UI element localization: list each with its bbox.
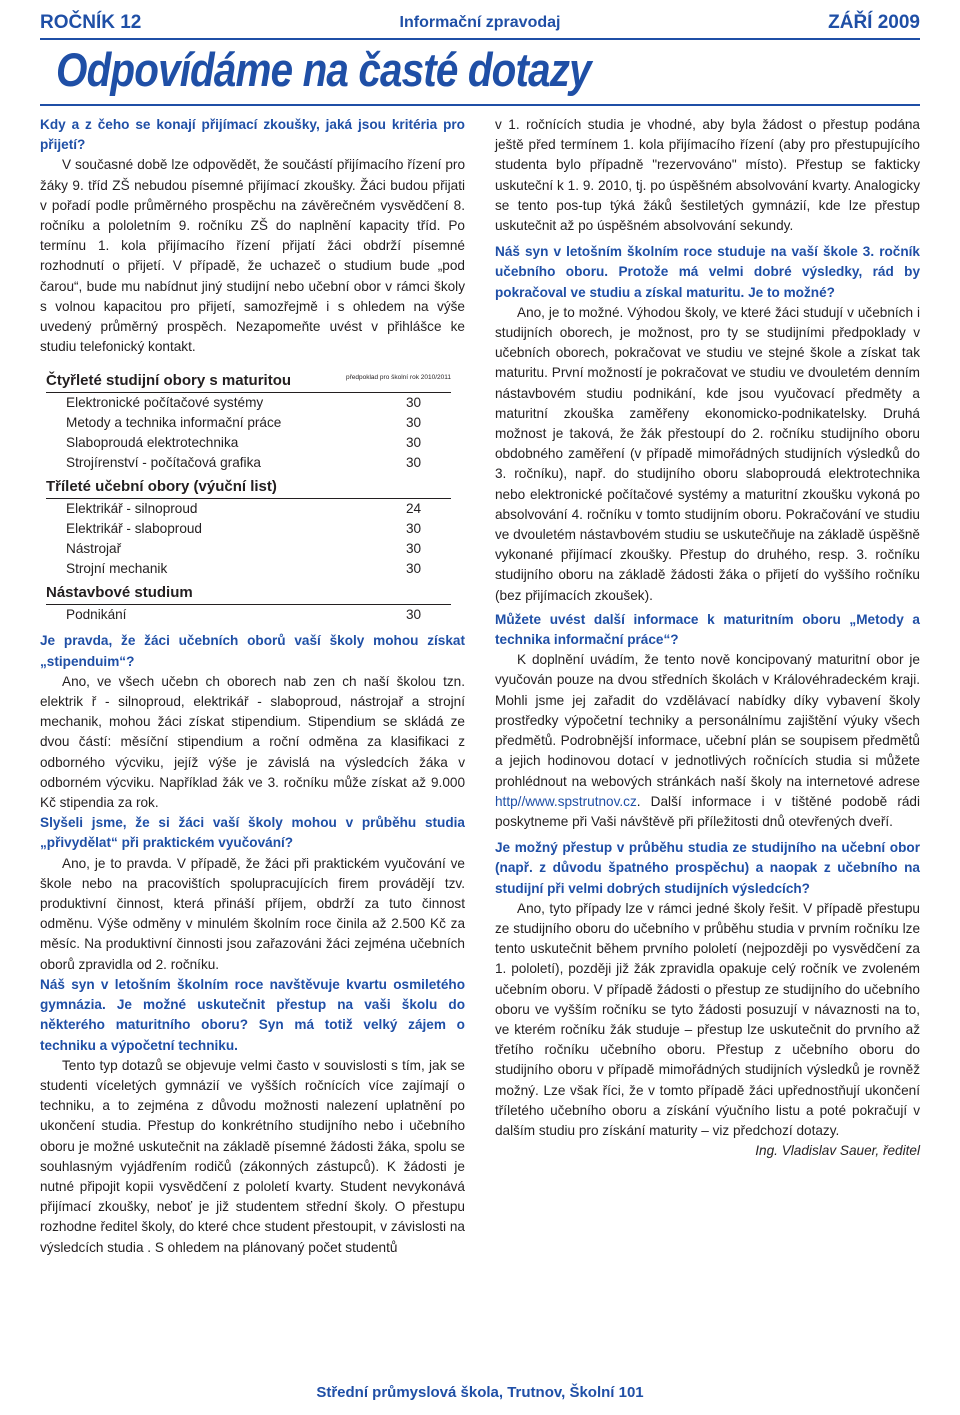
- question-info-program: Můžete uvést další informace k maturitním oboru „Metody a technika informační práce“?: [495, 611, 920, 648]
- program-name: Metody a technika informační práce: [66, 415, 282, 431]
- program-group-title-text: Nástavbové studium: [46, 584, 193, 602]
- question-maturita-vocational: Náš syn v letošním školním roce studuje na vaší škole 3. ročník učebního oboru. Protože má velmi dobré výsledky, rád by pokračoval ve studiu a získal maturitu. Je to možné?: [495, 244, 920, 300]
- program-row: [46, 539, 451, 559]
- issue-date: ZÁŘÍ 2009: [828, 12, 920, 33]
- question-stipend: Je pravda, že žáci učebních oborů vaší školy mohou získat „stipenduim“?: [40, 633, 465, 669]
- program-name: Podnikání: [66, 607, 127, 623]
- program-row: [46, 499, 451, 519]
- program-group-extension: [46, 583, 451, 625]
- left-column: [40, 115, 465, 1258]
- school-website-link[interactable]: http//www.spstrutnov.cz: [495, 793, 637, 809]
- answer-transfer-gymnasium: Tento typ dotazů se objevuje velmi často v souvislosti s tím, jak se studenti víceletých gymnázií ve vyšších ročnících více zajímají o techniku, a to zejména z důvodu možnosti nalezení uplatnění po ukončení studia. Přestup do konkrétního studijního nebo i učebního oboru je možné uskutečnit na základě písemné žádosti žáka, spolu se souhlasným vyjádřením rodičů (zákonných zástupců). K žádosti je nutné připojit kopii vysvědčení z pololetí kvarty. Student nevykonává přijímací zkoušky, neboť je již studentem střední školy. O přestupu rozhodne ředitel školy, do které chce student přestoupit, v závislosti na výsledcích studia . S ohledem na plánovaný počet studentů: [40, 1057, 465, 1255]
- right-column: [495, 115, 920, 1161]
- program-row: [46, 393, 451, 413]
- question-transfer-gymnasium: Náš syn v letošním školním roce navštěvuje kvartu osmiletého gymnázia. Je možné uskutečnit přestup na vaši školu do některého maturitního oboru? Syn má totiž velký zájem o techniku a výpočetní techniku.: [40, 976, 465, 1053]
- answer-info-text-end: . Další informace i v tištěné podobě rádi poskytneme při Vaši návštěvě při příležitosti dnů otevřených dveří.: [495, 793, 920, 829]
- header-rule-bottom: [40, 104, 920, 106]
- program-group-title-text: Čtyřleté studijní obory s maturitou: [46, 372, 292, 390]
- answer-earnings: Ano, je to pravda. V případě, že žáci při praktickém vyučování ve škole nebo na pracovištích spolupracujících firem provádějí tzv. produktivní činnost, která přináší příjem, obdrží za tuto činnost odměnu. Výše odměny v minulém školním roce činila až 2.500 Kč za měsíc. Na produktivní činnosti jsou zařazováni žáci zejména učebních oborů zpravidla od 2. ročníku.: [40, 855, 465, 972]
- program-table-note: předpoklad pro školní rok 2010/2011: [345, 374, 451, 382]
- program-name: Elektrikář - slaboproud: [66, 521, 202, 537]
- program-row: [46, 413, 451, 433]
- program-capacity: 24: [406, 501, 422, 517]
- headline-box: [40, 40, 920, 104]
- program-name: Slaboproudá elektrotechnika: [66, 435, 239, 451]
- question-earnings: Slyšeli jsme, že si žáci vaší školy mohou v průběhu studia „přivydělat“ při praktickém vyučování?: [40, 815, 465, 851]
- author-signature: Ing. Vladislav Sauer, ředitel: [755, 1143, 920, 1159]
- page-header: [40, 12, 920, 36]
- answer-info-text: K doplnění uvádím, že tento nově koncipovaný maturitní obor je vyučován pouze na dvou středních školách v Královéhradeckém kraji. Mohli jsme jej zařadit do vzdělávací nabídky díky vybavení školy prostředky výpočetní techniky a personálnímu zajištění výuky všech předmětů. Podrobnější informace, učební plán se soupisem předmětů a jejich hodinovou dotací v jednotlivých ročnících studia si můžete prohlédnout na webových stránkách naší školy na internetové adrese: [495, 652, 920, 789]
- program-capacity: 30: [406, 541, 422, 557]
- program-capacity: 30: [406, 415, 422, 431]
- program-name: Strojírenství - počítačová grafika: [66, 455, 261, 471]
- program-row: [46, 519, 451, 539]
- program-capacity: 30: [406, 395, 422, 411]
- program-capacity: 30: [406, 607, 422, 623]
- volume-label: ROČNÍK 12: [40, 12, 142, 33]
- program-name: Nástrojař: [66, 541, 122, 557]
- program-name: Strojní mechanik: [66, 561, 168, 577]
- publication-name: Informační zpravodaj: [399, 14, 561, 31]
- question-admission: Kdy a z čeho se konají přijímací zkoušky, jaká jsou kritéria pro přijetí?: [40, 117, 465, 153]
- program-group-title: [46, 583, 451, 605]
- answer-stipend: Ano, ve všech učebn ch oborech nab zen ch naší školou tzn. elektrik ř - silnoproud, elektrikář - slaboproud, nástrojař a strojní mechanik, mohou žáci získat stipendium. Stipendium se skládá ze dvou částí: měsíční stipendium a roční odměna za klasifikaci z odborného výcviku, jejíž výše je závislá na výsledcích žáka v odborném výcviku. Například žák ve 3. ročníku může získat až 9.000 Kč stipendia za rok.: [40, 673, 465, 811]
- program-name: Elektrikář - silnoproud: [66, 501, 198, 517]
- answer-transfer-between: Ano, tyto případy lze v rámci jedné školy řešit. V případě přestupu ze studijního oboru do učebního v průběhu studia v prvním ročníku lze tento uskutečnit během prvního pololetí (nejpozději po vysvědčení za 1. pololetí), později již žák zpravidla opakuje celý ročník ve zvoleném učebním oboru. V případě žádosti o přestup ze studijního do učebního oboru ve vyšším ročníku se tyto žádosti posuzují v návaznosti na to, ve kterém ročníku žák studuje – přestup lze uskutečnit do prvního až třetího ročníku učebního oboru. Přestup z učebního oboru do studijního oboru v případě mimořádných studijních výsledků je rovněž možný. Lze však říci, že v tomto případě žáci upřednostňují ukončení tříletého učebního oboru a získání výučního listu a poté pokračují v dalším studiu pro získání maturity – viz předchozí dotazy.: [495, 900, 920, 1138]
- program-group-maturita: [46, 371, 451, 473]
- program-capacity: 30: [406, 435, 422, 451]
- answer-admission: V současné době lze odpovědět, že součástí přijímacího řízení pro žáky 9. tříd ZŠ nebudou písemné přijímací zkoušky. Žáci budou přijati v pořadí podle průměrného prospěchu na závěrečném vysvědčení 8. ročníku a pololetním 9. ročníku ZŠ do naplnění kapacity tříd. Po termínu 1. kola přijímacího řízení přijatí žáci obdrží písemné rozhodnutí o přijetí. V případě, že uchazeč o studium bude „pod čarou“, bude mu nabídnut jiný studijní nebo učební obor v rámci školy s volnou kapacitou pro přijetí, samozřejmě i s ohledem na výše uvedený průměrný prospěch. Nezapomeňte uvést v přihlášce ke studiu telefonický kontakt.: [40, 157, 465, 355]
- answer-transfer-gymnasium-cont: v 1. ročnících studia je vhodné, aby byla žádost o přestup podána ještě před termínem 1. kola přijímacího řízení (aby pro přestupujícího studenta bylo případně "rezervováno" místo). Přestup se fakticky uskuteční k 1. 9. 2010, tj. po úspěšném absolvování kvarty. Analogicky se tento pos-tup týká žáků šestiletých gymnázií, kde lze přestup uskutečnit až po úspěšném absolvování sekundy.: [495, 117, 920, 234]
- program-capacity: 30: [406, 455, 422, 471]
- page-footer: Střední průmyslová škola, Trutnov, Školní 101: [316, 1384, 644, 1401]
- program-group-title-text: Tříleté učební obory (výuční list): [46, 478, 277, 496]
- program-name: Elektronické počítačové systémy: [66, 395, 264, 411]
- program-row: [46, 453, 451, 473]
- program-group-vocational: [46, 477, 451, 579]
- program-table: [46, 371, 451, 625]
- program-row: [46, 559, 451, 579]
- program-capacity: 30: [406, 521, 422, 537]
- question-transfer-between: Je možný přestup v průběhu studia ze studijního na učební obor (např. z důvodu špatného prospěchu) a naopak z učebního na studijní při velmi dobrých studijních výsledcích?: [495, 840, 920, 896]
- program-group-title: [46, 371, 451, 393]
- page-headline: Odpovídáme na časté dotazy: [56, 43, 591, 96]
- answer-maturita-vocational: Ano, je to možné. Výhodou školy, ve které žáci studují v učebních i studijních oborech, je možnost, pro ty se studijními předpoklady v učebních oborech, pokračovat ve studiu ve stejné škole a získat tak maturitu. První možností je pokračovat ve studiu ve dvouletém denním nástavbovém studiu podnikání, kde jsou vyučovací předměty a maturitní zkouška zaměřeny ekonomicko-podnikatelsky. Druhá možnost je taková, že žák přestoupí do 2. ročníku studijního oboru obdobného zaměření (v případě mimořádných studijních výsledků do 3. ročníku), např. do studijního oboru slaboproudá elektrotechnika nebo elektronické počítačové systémy a maturitní zkoušku vykoná po absolvování 4. ročníku v tomto studijním oboru. Pokračování ve studiu ve dvouletém nástavbovém studiu se uskutečňuje na základě úspěšně vykonané přijímací zkoušky. Přestup do druhého, resp. 3. ročníku studijního oboru na základě žádosti žáka o přijetí do vyššího ročníku (bez přijímacích zkoušek).: [495, 304, 920, 603]
- program-capacity: 30: [406, 561, 422, 577]
- answer-info-program: [495, 650, 920, 832]
- program-row: [46, 605, 451, 625]
- program-group-title: [46, 477, 451, 499]
- program-row: [46, 433, 451, 453]
